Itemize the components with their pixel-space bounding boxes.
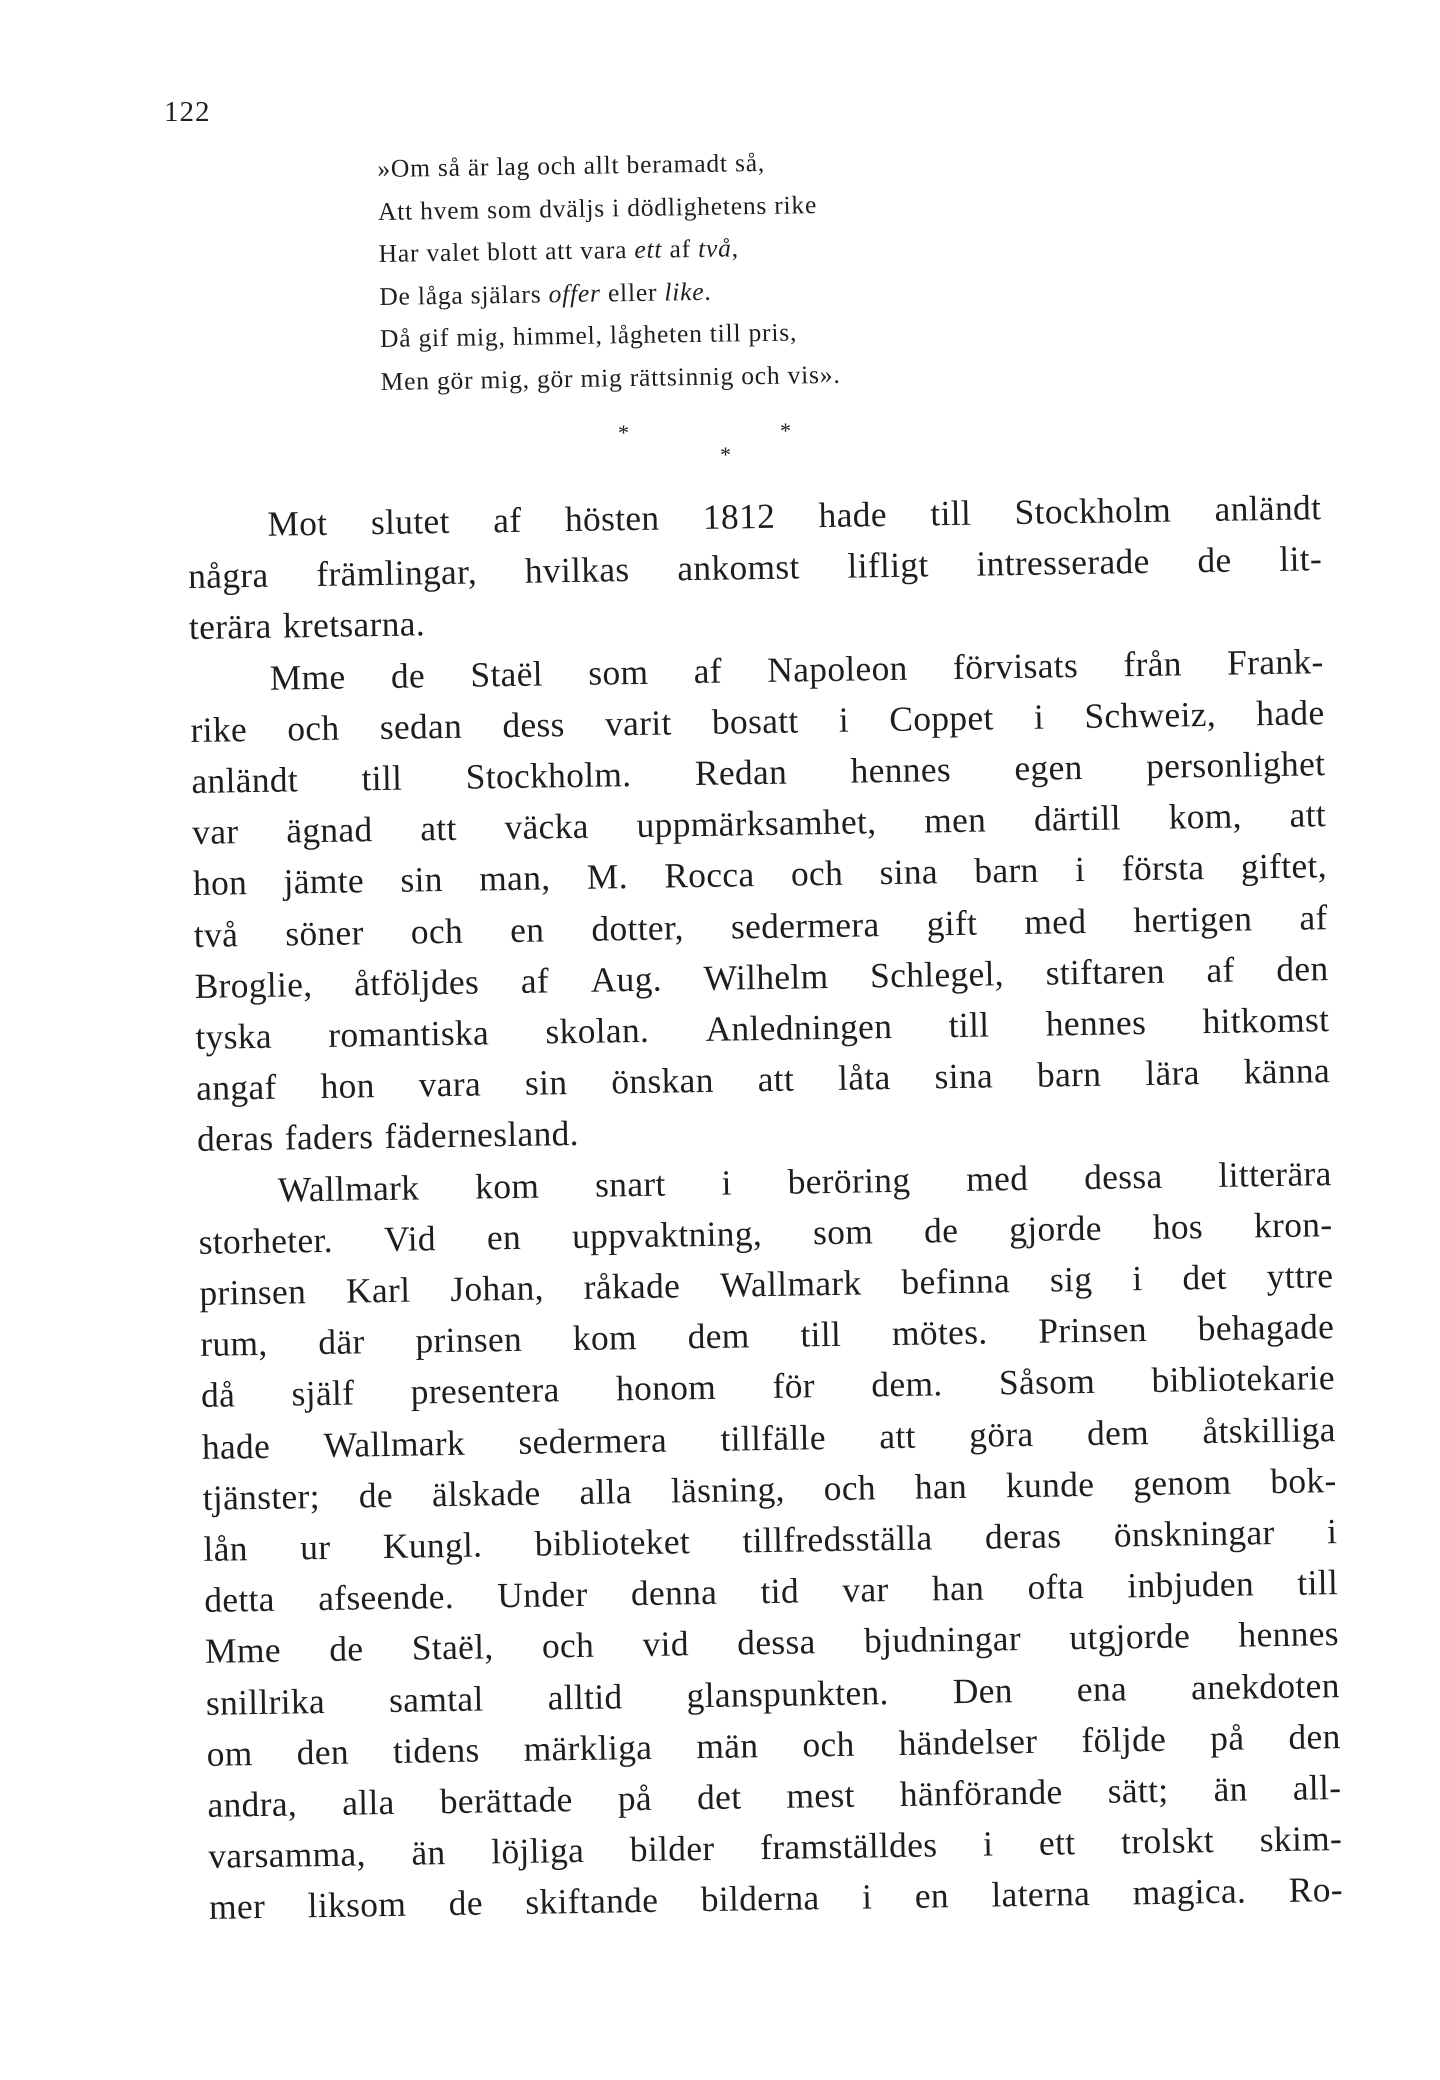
poem-text: , xyxy=(731,233,740,263)
word: från xyxy=(1123,643,1183,684)
word: Coppet xyxy=(889,697,994,739)
word: ett xyxy=(1038,1822,1076,1864)
word: Mme xyxy=(204,1630,282,1672)
word: de xyxy=(923,1209,959,1251)
word: sedermera xyxy=(518,1419,668,1462)
word: dess xyxy=(502,703,566,745)
word: jämte xyxy=(283,860,365,902)
word: i xyxy=(861,1876,873,1918)
word: sina xyxy=(879,851,939,893)
word: bjudningar xyxy=(863,1618,1022,1661)
word: honom xyxy=(615,1367,717,1409)
word: 1812 xyxy=(702,495,776,537)
word: magica. xyxy=(1132,1871,1247,1913)
asterism-star: * xyxy=(780,418,791,443)
word: glanspunkten. xyxy=(686,1671,889,1715)
poem-text: . xyxy=(704,276,712,306)
word: personlighet xyxy=(1145,743,1326,786)
word: de xyxy=(328,1628,364,1670)
word: intresserade xyxy=(976,541,1150,584)
word: Wallmark xyxy=(277,1167,420,1210)
word: Kungl. xyxy=(382,1524,483,1567)
word: Staël, xyxy=(411,1626,494,1669)
word: kron- xyxy=(1253,1203,1333,1246)
word: Frank- xyxy=(1226,640,1324,683)
word: och xyxy=(541,1625,595,1667)
word: söner xyxy=(284,911,364,954)
word: i xyxy=(838,699,850,740)
word: tidens xyxy=(392,1729,480,1771)
word: och xyxy=(410,910,464,952)
word: i xyxy=(1074,849,1086,890)
word: känna xyxy=(1243,1050,1331,1092)
word: dem. xyxy=(871,1363,943,1405)
word: detta xyxy=(203,1579,276,1621)
word: Broglie, xyxy=(194,963,313,1006)
word: hos xyxy=(1152,1205,1204,1247)
word: dem xyxy=(687,1315,750,1357)
word: litterära xyxy=(1218,1152,1332,1195)
word: skolan. xyxy=(545,1009,650,1052)
word: att xyxy=(879,1415,917,1456)
word: mest xyxy=(786,1774,856,1816)
word: stiftaren xyxy=(1045,950,1166,993)
page-number: 122 xyxy=(164,96,211,128)
word: till xyxy=(361,757,403,799)
word: gift xyxy=(926,902,978,944)
word: lån xyxy=(203,1528,249,1569)
word: andra, xyxy=(207,1783,298,1825)
word: de xyxy=(448,1883,484,1924)
word: M. xyxy=(586,856,629,898)
word: giftet, xyxy=(1240,845,1328,887)
word: romantiska xyxy=(327,1012,490,1055)
word: om xyxy=(206,1733,253,1774)
word: den xyxy=(296,1731,350,1773)
word: låta xyxy=(837,1057,891,1099)
word: ankomst xyxy=(676,546,800,589)
word: snillrika xyxy=(205,1680,326,1723)
word: önskan xyxy=(611,1060,715,1102)
word: ofta xyxy=(1027,1566,1085,1608)
poem-text: Har valet blott att vara xyxy=(378,235,635,269)
word: Karl xyxy=(345,1269,411,1311)
word: kom xyxy=(572,1317,638,1359)
word: Den xyxy=(952,1669,1014,1711)
word: råkade xyxy=(583,1265,681,1307)
word: sina xyxy=(934,1055,994,1097)
word: hösten xyxy=(564,497,660,540)
poem-text: »Om så är lag och allt beramadt så, xyxy=(377,147,766,183)
word: läsning, xyxy=(670,1468,786,1511)
word: Johan, xyxy=(449,1267,545,1310)
word: anländt xyxy=(191,759,299,801)
poem-italic-text: två xyxy=(697,233,732,264)
word: väcka xyxy=(504,805,590,848)
poem-text: Men gör mig, gör mig rättsinnig och vis». xyxy=(380,359,841,396)
word: de xyxy=(358,1474,394,1516)
word: i xyxy=(721,1162,733,1203)
word: deras xyxy=(196,1118,274,1160)
word: lit- xyxy=(1279,538,1323,580)
word: åtföljdes xyxy=(353,961,480,1004)
word: hitkomst xyxy=(1202,999,1330,1042)
word: beröring xyxy=(787,1159,911,1202)
word: var xyxy=(842,1569,889,1611)
word: i xyxy=(1131,1258,1143,1299)
word: en xyxy=(509,909,545,950)
word: barn xyxy=(1036,1053,1102,1095)
word: som xyxy=(587,651,649,693)
word: vara xyxy=(418,1063,482,1105)
word: varsamma, xyxy=(207,1833,367,1877)
word: till xyxy=(800,1314,842,1355)
word: af xyxy=(1299,896,1328,938)
word: slutet xyxy=(370,500,451,543)
word: Schlegel, xyxy=(869,953,1005,996)
word: önskningar xyxy=(1113,1512,1275,1555)
word: sedermera xyxy=(730,903,880,947)
word: berättade xyxy=(439,1779,573,1822)
word: ur xyxy=(299,1526,331,1568)
word: till xyxy=(1297,1562,1339,1603)
word: inbjuden xyxy=(1127,1563,1255,1606)
word: själf xyxy=(291,1372,355,1414)
word: därtill xyxy=(1033,797,1122,839)
word: bilderna xyxy=(700,1877,820,1920)
word: Wallmark xyxy=(323,1422,466,1465)
word: Schweiz, xyxy=(1084,693,1217,736)
asterism-star: * xyxy=(720,442,731,467)
word: åtskilliga xyxy=(1202,1408,1337,1451)
poem-italic-text: ett xyxy=(634,234,663,265)
word: följde xyxy=(1081,1718,1167,1760)
asterism-divider xyxy=(604,418,824,468)
word: Mme xyxy=(269,656,346,698)
word: att xyxy=(419,808,458,849)
word: snart xyxy=(594,1163,666,1205)
word: hon xyxy=(320,1065,376,1107)
word: Mot xyxy=(267,502,328,544)
word: hade xyxy=(1255,691,1325,734)
word: varit xyxy=(604,702,672,744)
word: till xyxy=(930,492,972,534)
word: lifligt xyxy=(847,544,929,586)
word: skiftande xyxy=(525,1880,659,1923)
word: genom xyxy=(1132,1461,1232,1504)
body-text xyxy=(187,482,1343,1933)
word: lära xyxy=(1144,1052,1201,1094)
word: alla xyxy=(579,1470,633,1512)
word: uppmärksamhet, xyxy=(636,801,877,846)
word: märkliga xyxy=(523,1726,653,1769)
word: hade xyxy=(201,1425,271,1467)
word: tillfälle xyxy=(720,1416,827,1459)
word: löjliga xyxy=(490,1830,585,1872)
word: tjänster; xyxy=(202,1475,321,1518)
word: Prinsen xyxy=(1037,1309,1148,1351)
word: ägnad xyxy=(285,809,373,851)
word: sig xyxy=(1049,1258,1093,1300)
word: och xyxy=(790,853,844,894)
word: ena xyxy=(1076,1668,1128,1709)
word: laterna xyxy=(991,1873,1091,1916)
word: deras xyxy=(984,1515,1062,1557)
word: den xyxy=(1288,1715,1341,1757)
word: att xyxy=(1289,794,1327,835)
word: sedan xyxy=(379,705,463,747)
word: Aug. xyxy=(590,958,663,1000)
word: än xyxy=(411,1832,446,1873)
word: samtal xyxy=(388,1678,484,1720)
word: denna xyxy=(630,1572,718,1614)
word: de xyxy=(1197,539,1232,581)
word: Anledningen xyxy=(705,1006,893,1049)
word: sätt; xyxy=(1107,1769,1169,1811)
word: Napoleon xyxy=(766,647,908,690)
word: en xyxy=(486,1216,522,1258)
word: Stockholm xyxy=(1014,489,1172,533)
word: den xyxy=(1275,947,1329,989)
word: bibliotekarie xyxy=(1151,1357,1336,1401)
word: bosatt xyxy=(711,700,799,742)
word: och xyxy=(287,707,340,749)
poem-text: Då gif mig, himmel, lågheten till pris, xyxy=(379,317,798,354)
word: hvilkas xyxy=(524,549,630,591)
word: egen xyxy=(1014,746,1083,789)
word: som xyxy=(812,1211,874,1253)
word: göra xyxy=(968,1413,1034,1455)
word: dessa xyxy=(1083,1155,1163,1197)
poem-italic-text: offer xyxy=(548,278,601,309)
word: Såsom xyxy=(998,1361,1096,1403)
word: hennes xyxy=(1045,1002,1147,1044)
word: i xyxy=(982,1823,994,1864)
word: men xyxy=(923,799,987,841)
word: dessa xyxy=(736,1621,816,1663)
word: kretsarna. xyxy=(282,603,426,646)
word: sin xyxy=(524,1062,568,1103)
word: tid xyxy=(760,1570,800,1612)
word: det xyxy=(1182,1256,1228,1298)
word: det xyxy=(696,1776,742,1818)
poem-quotation xyxy=(377,137,1101,404)
word: med xyxy=(965,1157,1029,1199)
word: befinna xyxy=(901,1260,1011,1302)
word: all- xyxy=(1292,1767,1342,1808)
word: mötes. xyxy=(891,1311,988,1354)
word: af xyxy=(492,499,522,541)
word: Redan xyxy=(694,751,788,794)
word: han xyxy=(931,1567,985,1609)
word: faders xyxy=(284,1116,374,1158)
word: i xyxy=(1326,1511,1338,1552)
word: några xyxy=(187,554,269,597)
word: afseende. xyxy=(317,1576,455,1619)
word: Stockholm. xyxy=(465,754,632,797)
word: en xyxy=(914,1875,950,1917)
word: trolskt xyxy=(1120,1820,1215,1862)
word: där xyxy=(318,1321,365,1363)
word: de xyxy=(390,654,426,696)
word: storheter. xyxy=(198,1219,334,1262)
poem-italic-text: like xyxy=(664,276,705,307)
word: liksom xyxy=(307,1884,407,1926)
word: och xyxy=(823,1467,877,1508)
word: hon xyxy=(192,862,248,904)
asterism-star: * xyxy=(618,420,629,445)
word: Ro- xyxy=(1288,1869,1344,1911)
word: skim- xyxy=(1259,1818,1343,1860)
word: än xyxy=(1213,1768,1248,1810)
word: i xyxy=(1033,696,1045,737)
poem-text: Att hvem som dväljs i dödlighetens rike xyxy=(377,189,818,226)
word: kom, xyxy=(1168,795,1243,837)
word: Under xyxy=(497,1574,588,1616)
word: för xyxy=(772,1365,816,1407)
word: rike xyxy=(190,708,248,750)
poem-text: De låga själars xyxy=(379,279,549,311)
word: Rocca xyxy=(663,854,755,896)
word: mer xyxy=(208,1886,266,1928)
word: på xyxy=(617,1777,653,1819)
word: biblioteket xyxy=(534,1521,691,1564)
word: hertigen xyxy=(1133,897,1253,940)
word: man, xyxy=(478,857,551,899)
word: dotter, xyxy=(591,906,685,949)
word: utgjorde xyxy=(1069,1615,1191,1658)
word: hennes xyxy=(850,749,952,791)
word: främlingar, xyxy=(316,551,478,595)
word: hade xyxy=(818,494,888,536)
word: var xyxy=(191,811,239,853)
word: tillfredsställa xyxy=(742,1517,933,1561)
word: bilder xyxy=(629,1828,715,1870)
word: hänförande xyxy=(899,1771,1063,1815)
word: dem xyxy=(1086,1411,1150,1453)
word: behagade xyxy=(1197,1306,1335,1349)
word: med xyxy=(1024,900,1087,942)
word: kunde xyxy=(1005,1463,1095,1506)
word: rum, xyxy=(199,1323,268,1365)
word: uppvaktning, xyxy=(571,1212,763,1256)
word: presentera xyxy=(410,1369,560,1413)
word: framställdes xyxy=(759,1824,938,1868)
poem-text: af xyxy=(662,234,699,264)
word: två xyxy=(193,913,239,955)
word: Staël xyxy=(470,653,544,695)
word: af xyxy=(520,960,550,1001)
word: gjorde xyxy=(1008,1207,1103,1250)
word: då xyxy=(200,1374,236,1416)
word: bok- xyxy=(1269,1459,1337,1501)
word: prinsen xyxy=(415,1319,523,1361)
word: kom xyxy=(474,1165,540,1207)
word: sin xyxy=(400,859,444,901)
word: fädernesland. xyxy=(384,1113,580,1157)
word: vid xyxy=(642,1623,690,1665)
word: alla xyxy=(341,1781,395,1823)
word: alltid xyxy=(547,1675,623,1718)
word: förvisats xyxy=(952,644,1079,687)
word: första xyxy=(1121,847,1205,889)
word: af xyxy=(693,650,723,691)
word: tyska xyxy=(195,1015,273,1057)
word: prinsen xyxy=(199,1271,307,1313)
word: hennes xyxy=(1238,1613,1340,1656)
poem-text: eller xyxy=(600,277,665,308)
word: barn xyxy=(974,850,1039,892)
word: till xyxy=(948,1004,990,1046)
word: på xyxy=(1209,1717,1245,1758)
word: anekdoten xyxy=(1190,1664,1341,1708)
word: män xyxy=(696,1725,759,1767)
word: af xyxy=(1206,949,1235,990)
word: Wallmark xyxy=(719,1262,862,1305)
word: angaf xyxy=(195,1066,277,1109)
word: händelser xyxy=(898,1720,1038,1763)
word: Vid xyxy=(383,1218,437,1259)
word: att xyxy=(757,1058,795,1100)
word: Wilhelm xyxy=(703,955,829,998)
word: och xyxy=(802,1723,855,1765)
word: terära xyxy=(188,606,272,648)
word: yttre xyxy=(1266,1255,1334,1297)
word: anländt xyxy=(1214,487,1322,529)
word: han xyxy=(914,1465,968,1507)
word: älskade xyxy=(431,1472,541,1515)
